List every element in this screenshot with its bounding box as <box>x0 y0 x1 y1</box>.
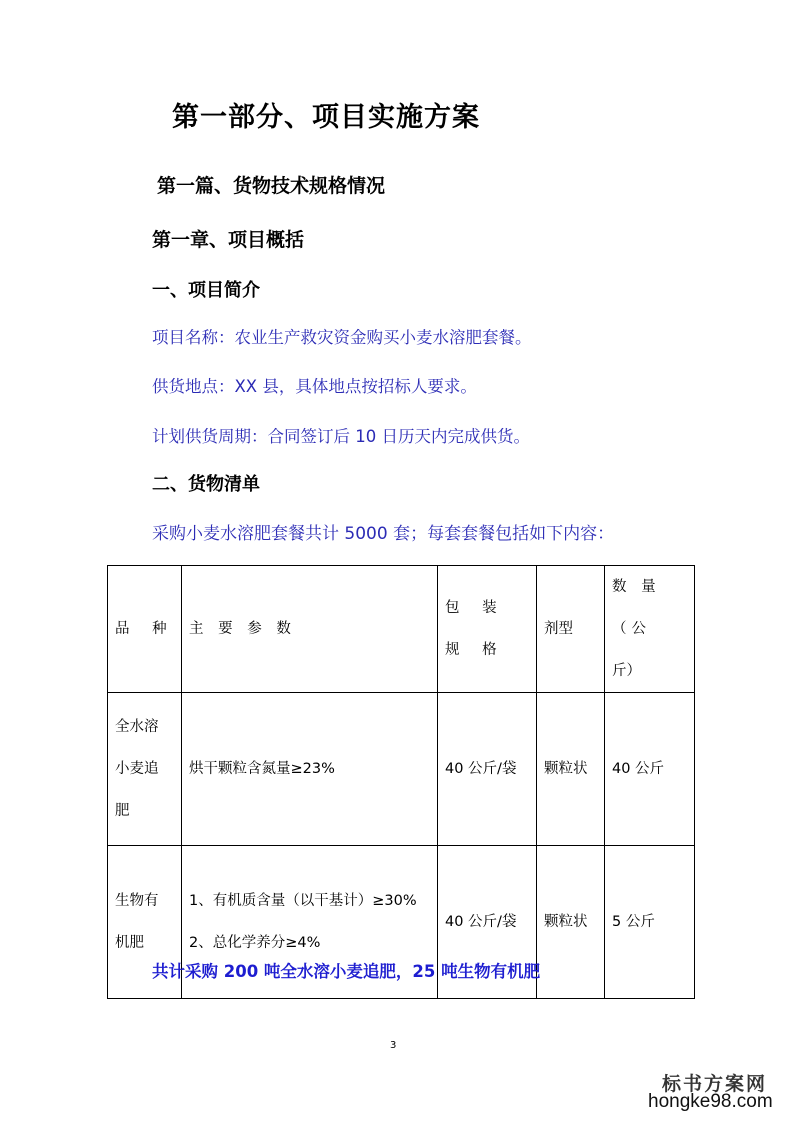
delivery-location: 供货地点：XX 县，具体地点按招标人要求。 <box>152 377 477 396</box>
page-title: 第一部分、项目实施方案 <box>172 102 480 133</box>
watermark-url: hongke98.com <box>648 1091 773 1112</box>
cell-quantity: 5 公斤 <box>605 846 695 999</box>
header-packaging: 包 装 规 格 <box>438 566 537 693</box>
delivery-period: 计划供货周期：合同签订后 10 日历天内完成供货。 <box>152 427 530 446</box>
section-heading: 第一篇、货物技术规格情况 <box>157 175 386 197</box>
chapter-heading: 第一章、项目概括 <box>152 229 305 251</box>
header-quantity: 数 量（公 斤） <box>605 566 695 693</box>
page-number: 3 <box>390 1040 397 1051</box>
project-name: 项目名称：农业生产救灾资金购买小麦水溶肥套餐。 <box>152 328 532 347</box>
cell-packaging: 40 公斤/袋 <box>438 693 537 846</box>
header-form: 剂型 <box>537 566 605 693</box>
cell-quantity: 40 公斤 <box>605 693 695 846</box>
goods-heading: 二、货物清单 <box>152 474 260 495</box>
table-header-row <box>108 566 695 693</box>
cell-variety: 生物有 机肥 <box>108 846 182 999</box>
goods-table <box>107 565 695 999</box>
table-row <box>108 693 695 846</box>
intro-heading: 一、项目简介 <box>152 280 260 301</box>
goods-description: 采购小麦水溶肥套餐共计 5000 套；每套套餐包括如下内容： <box>152 524 615 544</box>
header-variety: 品 种 <box>108 566 182 693</box>
purchase-summary: 共计采购 200 吨全水溶小麦追肥，25 吨生物有机肥 <box>152 962 541 981</box>
watermark-title: 标书方案网 <box>662 1073 768 1095</box>
cell-variety: 全水溶 小麦追 肥 <box>108 693 182 846</box>
cell-params: 1、有机质含量（以干基计）≥30% 2、总化学养分≥4% <box>182 846 438 999</box>
cell-params: 烘干颗粒含氮量≥23% <box>182 693 438 846</box>
cell-form: 颗粒状 <box>537 846 605 999</box>
cell-form: 颗粒状 <box>537 693 605 846</box>
cell-packaging: 40 公斤/袋 <box>438 846 537 999</box>
header-params: 主 要 参 数 <box>182 566 438 693</box>
